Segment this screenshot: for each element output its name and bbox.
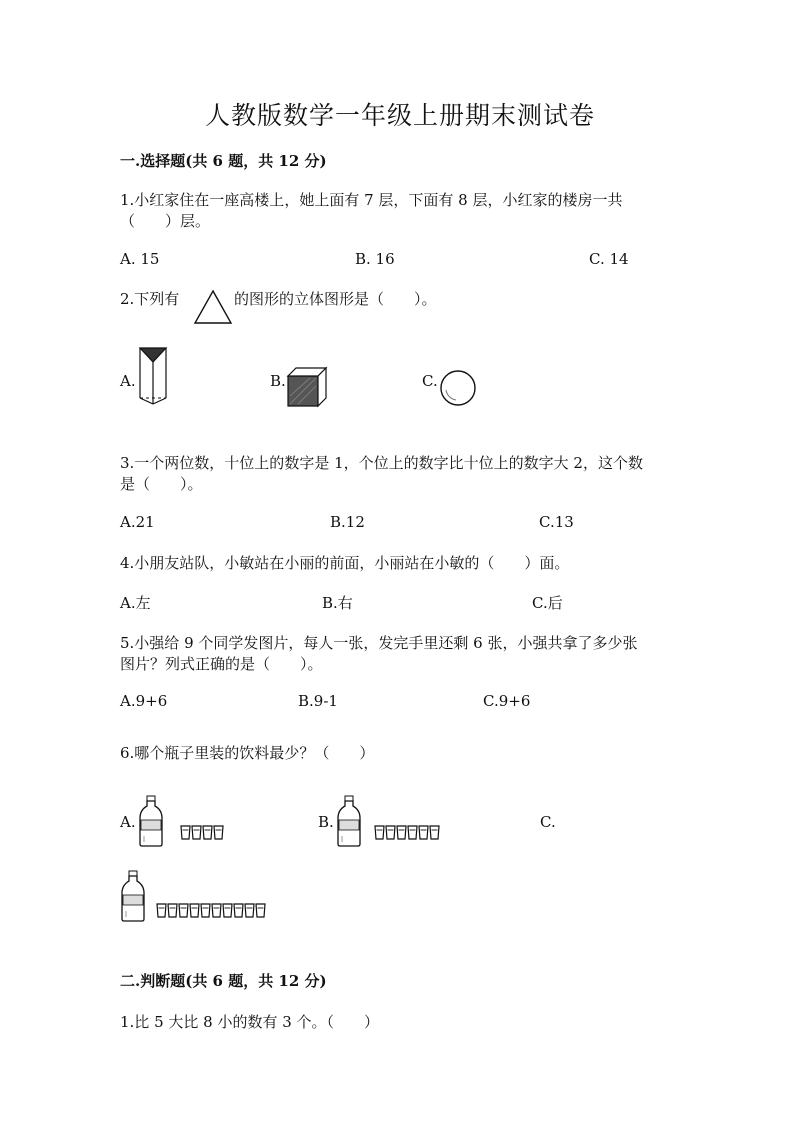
cup-icon bbox=[419, 826, 428, 839]
q1-option-c: C. 14 bbox=[589, 250, 629, 268]
q5-option-b: B.9-1 bbox=[298, 692, 338, 710]
triangle-icon bbox=[192, 288, 234, 326]
cup-icon bbox=[397, 826, 406, 839]
q1-option-a: A. 15 bbox=[120, 250, 160, 268]
cup-icon bbox=[256, 904, 265, 917]
cup-icon bbox=[179, 904, 188, 917]
cups-row bbox=[180, 824, 240, 842]
bottle-icon bbox=[336, 796, 362, 848]
cup-icon bbox=[190, 904, 199, 917]
cup-icon bbox=[192, 826, 201, 839]
q6-option-b: B. bbox=[318, 813, 334, 831]
cup-icon bbox=[375, 826, 384, 839]
q3-option-b: B.12 bbox=[330, 513, 365, 531]
q2-option-c: C. bbox=[422, 372, 438, 390]
cup-icon bbox=[181, 826, 190, 839]
cup-icon bbox=[234, 904, 243, 917]
question-2-text-cont: 的图形的立体图形是（ ）。 bbox=[234, 290, 437, 308]
cups-row bbox=[374, 824, 454, 842]
q5-option-a: A.9+6 bbox=[120, 692, 168, 710]
cup-icon bbox=[408, 826, 417, 839]
question-5-text: 5.小强给 9 个同学发图片，每人一张，发完手里还剩 6 张，小强共拿了多少张 bbox=[120, 634, 638, 652]
cups-row bbox=[156, 902, 276, 920]
cube-icon bbox=[286, 366, 330, 408]
q5-option-c: C.9+6 bbox=[483, 692, 531, 710]
section-heading-judge: 二.判断题(共 6 题，共 12 分) bbox=[120, 972, 327, 990]
cup-icon bbox=[201, 904, 210, 917]
q6-option-c: C. bbox=[540, 813, 556, 831]
page-title: 人教版数学一年级上册期末测试卷 bbox=[204, 101, 595, 130]
section-heading-choice: 一.选择题(共 6 题，共 12 分) bbox=[120, 152, 327, 170]
question-3-text-cont: 是（ ）。 bbox=[120, 475, 203, 493]
q1-option-b: B. 16 bbox=[355, 250, 395, 268]
sphere-icon bbox=[438, 368, 478, 408]
question-1-text: 1.小红家住在一座高楼上，她上面有 7 层，下面有 8 层，小红家的楼房一共 bbox=[120, 191, 623, 209]
cup-icon bbox=[157, 904, 166, 917]
cup-icon bbox=[386, 826, 395, 839]
q3-option-c: C.13 bbox=[539, 513, 574, 531]
q2-option-b: B. bbox=[270, 372, 286, 390]
question-2-text: 2.下列有 bbox=[120, 290, 180, 308]
triangular-prism-icon bbox=[136, 346, 170, 408]
cup-icon bbox=[430, 826, 439, 839]
cup-icon bbox=[245, 904, 254, 917]
question-4-text: 4.小朋友站队，小敏站在小丽的前面，小丽站在小敏的（ ）面。 bbox=[120, 554, 570, 572]
cup-icon bbox=[168, 904, 177, 917]
cup-icon bbox=[212, 904, 221, 917]
question-1-text-cont: （ ）层。 bbox=[120, 212, 211, 230]
q4-option-c: C.后 bbox=[532, 594, 563, 612]
bottle-icon bbox=[138, 796, 164, 848]
q3-option-a: A.21 bbox=[120, 513, 155, 531]
judge-question-1-text: 1.比 5 大比 8 小的数有 3 个。（ ） bbox=[120, 1013, 380, 1031]
question-3-text: 3.一个两位数，十位上的数字是 1，个位上的数字比十位上的数字大 2，这个数 bbox=[120, 454, 643, 472]
cup-icon bbox=[223, 904, 232, 917]
q4-option-b: B.右 bbox=[322, 594, 353, 612]
cup-icon bbox=[214, 826, 223, 839]
q4-option-a: A.左 bbox=[120, 594, 151, 612]
question-5-text-cont: 图片？列式正确的是（ ）。 bbox=[120, 655, 323, 673]
cup-icon bbox=[203, 826, 212, 839]
bottle-icon bbox=[120, 871, 146, 925]
q2-option-a: A. bbox=[120, 372, 136, 390]
question-6-text: 6.哪个瓶子里装的饮料最少？（ ） bbox=[120, 744, 375, 762]
q6-option-a: A. bbox=[120, 813, 136, 831]
